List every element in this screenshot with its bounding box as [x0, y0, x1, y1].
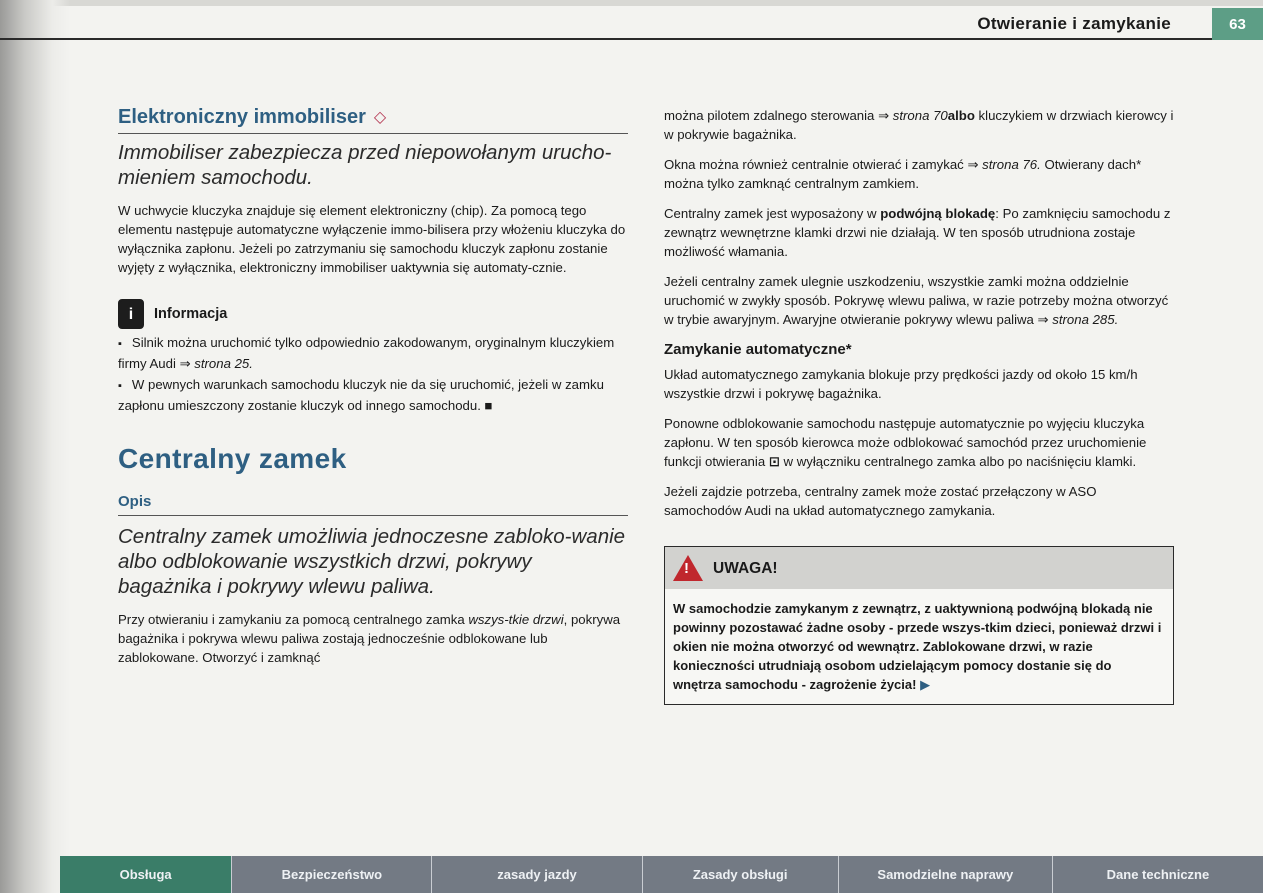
- p1-text-end: kluczykiem w drzwiach kierowcy i w pokrywie bagażnika.: [664, 108, 1174, 142]
- footer-tab-samodzielne-naprawy[interactable]: Samodzielne naprawy: [839, 856, 1053, 893]
- p3-bold: podwójną blokadę: [880, 206, 996, 221]
- central-lock-body: [118, 610, 628, 667]
- info-item-2: ▪ W pewnych warunkach samochodu kluczyk nie da się uruchomić, jeżeli w zamku zapłonu umieszczony zostanie kluczyk od innego samochodu. ■: [118, 375, 628, 415]
- footer-nav: [60, 856, 1263, 893]
- p2-text-end: Otwierany dach* można tylko zamknąć centralnym zamkiem.: [664, 157, 1142, 191]
- p4-ref[interactable]: ⇒ strona 285.: [1037, 312, 1119, 327]
- footer-tab-zasady-jazdy[interactable]: zasady jazdy: [432, 856, 642, 893]
- immobiliser-lead: Immobiliser zabezpiecza przed niepowołanym urucho-mieniem samochodu.: [118, 141, 612, 189]
- central-body-b: , pokrywa bagażnika i pokrywa wlewu paliwa zostają jednocześnie odblokowane lub zablokowane. Otworzyć i zamknąć: [118, 612, 621, 665]
- warning-triangle-icon: !: [673, 555, 703, 581]
- footer-tab-bezpieczenstwo[interactable]: Bezpieczeństwo: [232, 856, 432, 893]
- footer-tab-zasady-obslugi[interactable]: Zasady obsługi: [643, 856, 839, 893]
- info-icon: i: [118, 299, 144, 329]
- unlock-icon: ⊡: [768, 454, 780, 469]
- warning-header: [665, 547, 1173, 589]
- left-column: [118, 108, 628, 678]
- p3-text-end: : Po zamknięciu samochodu z zewnątrz wewnętrzne klamki drzwi nie działają. W ten sposób utrudniona zostaje możliwość włamania.: [664, 206, 1171, 259]
- p1-text: można pilotem zdalnego sterowania: [664, 108, 879, 123]
- p6-text-end: w wyłączniku centralnego zamka albo po naciśnięciu klamki.: [779, 454, 1137, 469]
- warning-title: UWAGA!: [713, 559, 778, 577]
- info-header: [118, 299, 628, 329]
- right-paragraph-3: [664, 204, 1174, 261]
- central-body-a: Przy otwieraniu i zamykaniu za pomocą centralnego zamka: [118, 612, 469, 627]
- info-box: [118, 299, 628, 415]
- right-column: [664, 106, 1174, 705]
- info-item-1-ref[interactable]: ⇒ strona 25.: [179, 356, 253, 371]
- central-lock-lead: Centralny zamek umożliwia jednoczesne zabloko-wanie albo odblokowanie wszystkich drzwi, pokrywy bagażnika i pokrywy wlewu paliwa.: [118, 525, 626, 598]
- car-icon: ◇: [373, 109, 387, 126]
- binding-shadow: [0, 0, 70, 893]
- right-paragraph-2: [664, 155, 1174, 193]
- auto-lock-title: Zamykanie automatyczne*: [664, 341, 852, 358]
- info-list: [118, 333, 628, 415]
- right-paragraph-4: [664, 272, 1174, 329]
- warning-box: [664, 546, 1174, 705]
- header-divider: [0, 38, 1212, 40]
- right-paragraph-6: [664, 414, 1174, 471]
- p1-bold: albo: [947, 108, 975, 123]
- immobiliser-title: Elektroniczny immobiliser: [118, 106, 366, 128]
- central-body-italic: wszys-tkie drzwi: [468, 612, 564, 627]
- right-paragraph-5: Układ automatycznego zamykania blokuje przy prędkości jazdy od około 15 km/h wszystkie drzwi i pokrywę bagażnika.: [664, 367, 1138, 401]
- central-lock-subtitle: Opis: [118, 492, 628, 516]
- footer-tab-obsluga[interactable]: Obsługa: [60, 856, 232, 893]
- p2-text: Okna można również centralnie otwierać i zamykać: [664, 157, 968, 172]
- p2-ref[interactable]: ⇒ strona 76.: [967, 157, 1041, 172]
- info-title: Informacja: [154, 305, 228, 322]
- page-header-title: Otwieranie i zamykanie: [977, 14, 1171, 33]
- p6-text: Ponowne odblokowanie samochodu następuje automatycznie po wyjęciu kluczyka zapłonu. W ten sposób kierowca może odblokować samochód przez uruchomienie funkcji otwierania: [664, 416, 1147, 469]
- p1-ref[interactable]: ⇒ strona 70: [878, 108, 948, 123]
- footer-tab-dane-techniczne[interactable]: Dane techniczne: [1053, 856, 1263, 893]
- right-paragraph-7: Jeżeli zajdzie potrzeba, centralny zamek może zostać przełączony w ASO samochodów Audi na układ automatycznego zamykania.: [664, 484, 1097, 518]
- section-title-immobiliser: [118, 108, 628, 134]
- right-paragraph-1: [664, 106, 1174, 144]
- warning-body: [665, 589, 1173, 704]
- immobiliser-body: W uchwycie kluczyka znajduje się element elektroniczny (chip). Za pomocą tego elementu następuje automatyczne wyłączenie immo-bilisera przy włożeniu kluczyka do wyłącznika zapłonu. Jeżeli po zatrzymaniu się samochodu kluczyk zapłonu zostanie wyjęty z wyłącznika, elektroniczny immobiliser uaktywnia się automaty-cznie.: [118, 203, 626, 275]
- top-edge: [0, 0, 1263, 6]
- p3-text: Centralny zamek jest wyposażony w: [664, 206, 881, 221]
- central-lock-title: Centralny zamek: [118, 443, 347, 474]
- info-item-1-text: Silnik można uruchomić tylko odpowiednio zakodowanym, oryginalnym kluczykiem firmy Audi: [118, 335, 615, 371]
- continue-arrow-icon: ▶: [920, 677, 931, 692]
- p4-text: Jeżeli centralny zamek ulegnie uszkodzeniu, wszystkie zamki można oddzielnie uruchomić w zwykły sposób. Pokrywę wlewu paliwa, w razie potrzeby można otworzyć w trybie awaryjnym. Awaryjne otwieranie pokrywy wlewu paliwa: [664, 274, 1169, 327]
- warning-text: W samochodzie zamykanym z zewnątrz, z uaktywnioną podwójną blokadą nie powinny pozostawać żadne osoby - przede wszys-tkim dzieci, ponieważ drzwi i okien nie można otworzyć od wewnątrz. Zablokowane drzwi, w razie konieczności utrudniają osobom udzielającym pomocy dostanie się do wnętrza samochodu - zagrożenie życia!: [673, 601, 1162, 692]
- page-number-tab: 63: [1212, 8, 1263, 40]
- info-item-1: [118, 333, 628, 373]
